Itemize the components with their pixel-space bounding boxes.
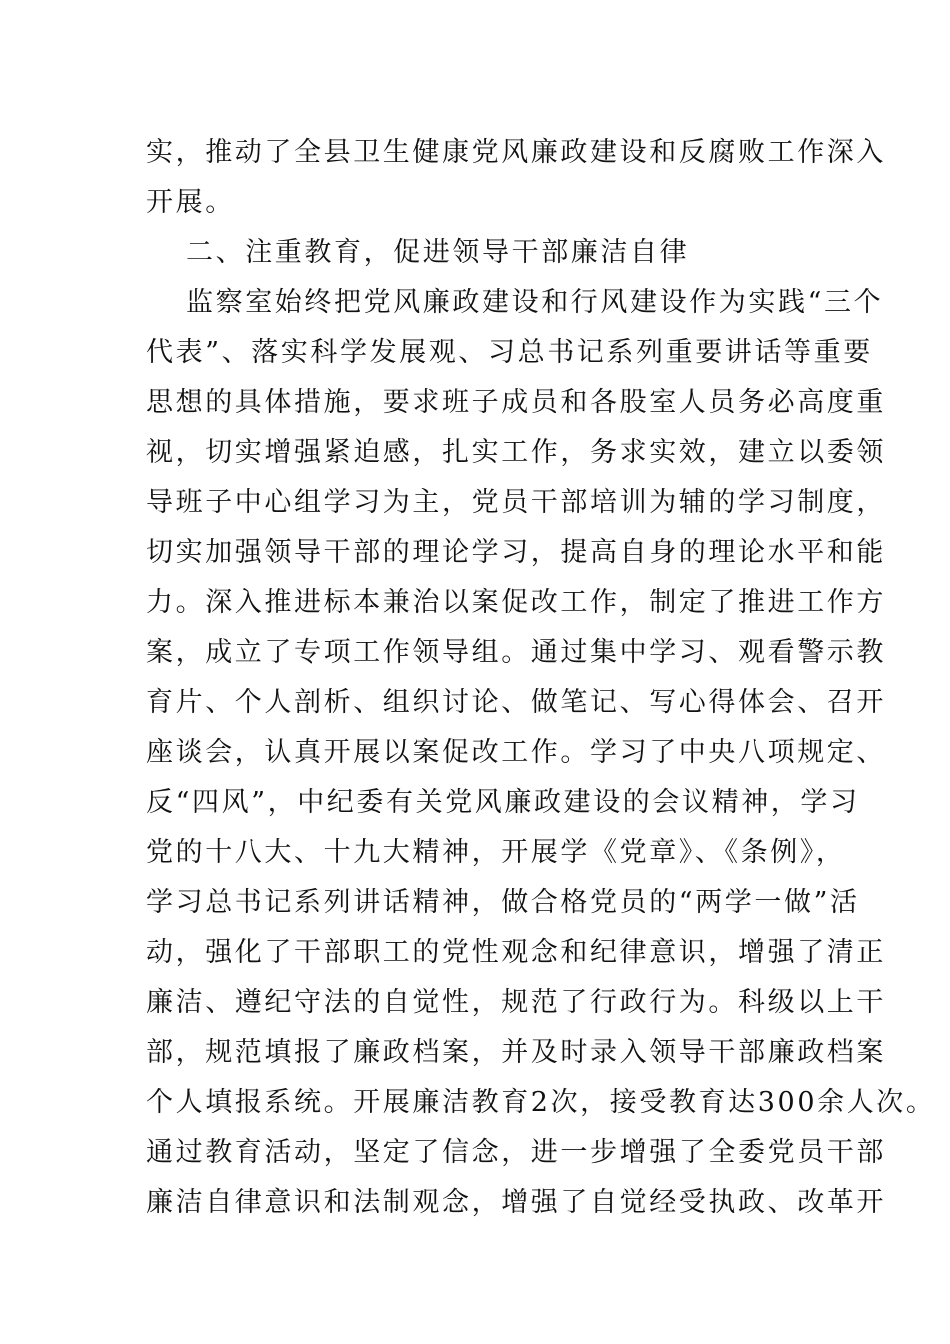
paragraph-line: 实，推动了全县卫生健康党风廉政建设和反腐败工作深入 (146, 137, 886, 168)
paragraph-line: 案，成立了专项工作领导组。通过集中学习、观看警示教 (146, 637, 886, 668)
paragraph-line: 通过教育活动，坚定了信念，进一步增强了全委党员干部 (146, 1137, 886, 1168)
paragraph-line: 个人填报系统。开展廉洁教育2次，接受教育达300余人次。 (146, 1087, 936, 1118)
paragraph-line: 监察室始终把党风廉政建设和行风建设作为实践“三个 (186, 287, 884, 318)
paragraph-line: 思想的具体措施，要求班子成员和各股室人员务必高度重 (146, 387, 886, 418)
paragraph-line: 力。深入推进标本兼治以案促改工作，制定了推进工作方 (146, 587, 886, 618)
paragraph-line: 视，切实增强紧迫感，扎实工作，务求实效，建立以委领 (146, 437, 886, 468)
paragraph-line: 反“四风”，中纪委有关党风廉政建设的会议精神，学习 (146, 787, 860, 818)
section-heading: 二、注重教育，促进领导干部廉洁自律 (186, 237, 690, 268)
paragraph-line: 导班子中心组学习为主，党员干部培训为辅的学习制度， (146, 487, 886, 518)
paragraph-line: 切实加强领导干部的理论学习，提高自身的理论水平和能 (146, 537, 886, 568)
paragraph-line: 座谈会，认真开展以案促改工作。学习了中央八项规定、 (146, 737, 886, 768)
paragraph-line: 动，强化了干部职工的党性观念和纪律意识，增强了清正 (146, 937, 886, 968)
paragraph-line: 学习总书记系列讲话精神，做合格党员的“两学一做”活 (146, 887, 860, 918)
paragraph-line: 开展。 (146, 187, 235, 218)
paragraph-line: 代表”、落实科学发展观、习总书记系列重要讲话等重要 (146, 337, 873, 368)
paragraph-line: 廉洁自律意识和法制观念，增强了自觉经受执政、改革开 (146, 1187, 886, 1218)
paragraph-line: 育片、个人剖析、组织讨论、做笔记、写心得体会、召开 (146, 687, 886, 718)
paragraph-line: 党的十八大、十九大精神，开展学《党章》、《条例》， (146, 837, 846, 868)
paragraph-line: 部，规范填报了廉政档案，并及时录入领导干部廉政档案 (146, 1037, 886, 1068)
paragraph-line: 廉洁、遵纪守法的自觉性，规范了行政行为。科级以上干 (146, 987, 886, 1018)
